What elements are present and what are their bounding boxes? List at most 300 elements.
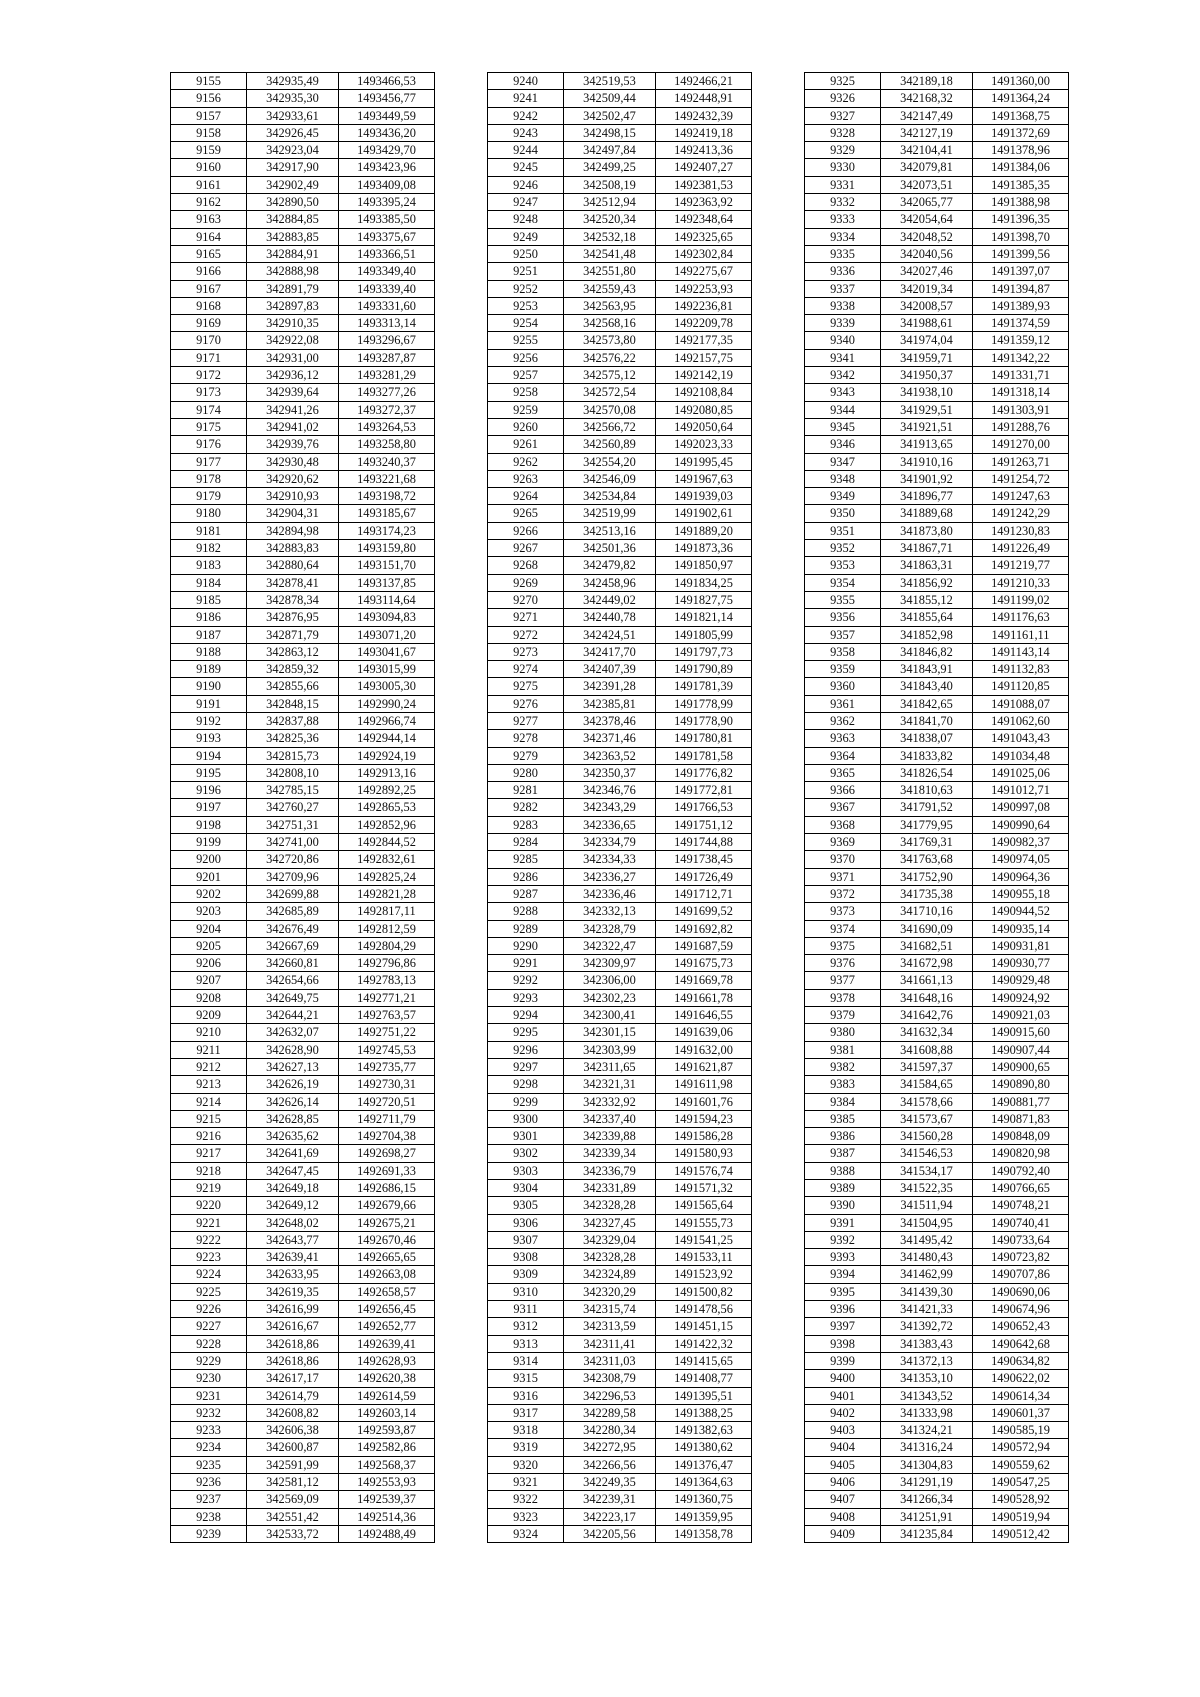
- y-coordinate-cell: 1492698,27: [339, 1145, 435, 1162]
- y-coordinate-cell: 1491360,75: [656, 1491, 752, 1508]
- table-row: [488, 764, 752, 781]
- point-number-cell: 9289: [488, 920, 564, 937]
- point-number-cell: 9284: [488, 834, 564, 851]
- point-number-cell: 9205: [171, 937, 247, 954]
- x-coordinate-cell: 341855,64: [881, 609, 973, 626]
- x-coordinate-cell: 342479,82: [564, 557, 656, 574]
- x-coordinate-cell: 341843,40: [881, 678, 973, 695]
- table-row: [488, 349, 752, 366]
- table-row: [805, 626, 1069, 643]
- point-number-cell: 9190: [171, 678, 247, 695]
- x-coordinate-cell: 342883,83: [247, 540, 339, 557]
- x-coordinate-cell: 342939,76: [247, 436, 339, 453]
- x-coordinate-cell: 342249,35: [564, 1474, 656, 1491]
- point-number-cell: 9298: [488, 1076, 564, 1093]
- point-number-cell: 9202: [171, 885, 247, 902]
- y-coordinate-cell: 1491541,25: [656, 1231, 752, 1248]
- point-number-cell: 9179: [171, 488, 247, 505]
- table-row: [488, 695, 752, 712]
- table-row: [805, 1058, 1069, 1075]
- x-coordinate-cell: 341841,70: [881, 712, 973, 729]
- x-coordinate-cell: 341863,31: [881, 557, 973, 574]
- table-row: [805, 1024, 1069, 1041]
- table-row: [488, 1491, 752, 1508]
- x-coordinate-cell: 342315,74: [564, 1301, 656, 1318]
- table-row: [488, 712, 752, 729]
- table-row: [171, 228, 435, 245]
- point-number-cell: 9354: [805, 574, 881, 591]
- x-coordinate-cell: 342223,17: [564, 1508, 656, 1525]
- point-number-cell: 9285: [488, 851, 564, 868]
- y-coordinate-cell: 1492763,57: [339, 1007, 435, 1024]
- table-row: [171, 695, 435, 712]
- point-number-cell: 9275: [488, 678, 564, 695]
- x-coordinate-cell: 342855,66: [247, 678, 339, 695]
- point-number-cell: 9197: [171, 799, 247, 816]
- x-coordinate-cell: 342808,10: [247, 764, 339, 781]
- table-row: [171, 1439, 435, 1456]
- x-coordinate-cell: 342551,42: [247, 1508, 339, 1525]
- table-row: [805, 816, 1069, 833]
- x-coordinate-cell: 341988,61: [881, 315, 973, 332]
- table-row: [488, 124, 752, 141]
- table-row: [488, 1370, 752, 1387]
- y-coordinate-cell: 1491523,92: [656, 1266, 752, 1283]
- x-coordinate-cell: 342343,29: [564, 799, 656, 816]
- point-number-cell: 9171: [171, 349, 247, 366]
- y-coordinate-cell: 1491834,25: [656, 574, 752, 591]
- y-coordinate-cell: 1490652,43: [973, 1318, 1069, 1335]
- x-coordinate-cell: 341251,91: [881, 1508, 973, 1525]
- y-coordinate-cell: 1490601,37: [973, 1404, 1069, 1421]
- table-row: [805, 297, 1069, 314]
- table-row: [805, 609, 1069, 626]
- table-row: [171, 176, 435, 193]
- table-row: [805, 937, 1069, 954]
- x-coordinate-cell: 342837,88: [247, 712, 339, 729]
- point-number-cell: 9379: [805, 1007, 881, 1024]
- x-coordinate-cell: 341504,95: [881, 1214, 973, 1231]
- point-number-cell: 9400: [805, 1370, 881, 1387]
- x-coordinate-cell: 342676,49: [247, 920, 339, 937]
- x-coordinate-cell: 342332,92: [564, 1093, 656, 1110]
- y-coordinate-cell: 1490964,36: [973, 868, 1069, 885]
- point-number-cell: 9306: [488, 1214, 564, 1231]
- y-coordinate-cell: 1492663,08: [339, 1266, 435, 1283]
- y-coordinate-cell: 1492157,75: [656, 349, 752, 366]
- table-row: [171, 349, 435, 366]
- y-coordinate-cell: 1493287,87: [339, 349, 435, 366]
- y-coordinate-cell: 1491043,43: [973, 730, 1069, 747]
- x-coordinate-cell: 341873,80: [881, 522, 973, 539]
- table-row: [488, 1076, 752, 1093]
- y-coordinate-cell: 1491382,63: [656, 1422, 752, 1439]
- y-coordinate-cell: 1492177,35: [656, 332, 752, 349]
- x-coordinate-cell: 342926,45: [247, 124, 339, 141]
- point-number-cell: 9351: [805, 522, 881, 539]
- table-row: [171, 1508, 435, 1525]
- y-coordinate-cell: 1490921,03: [973, 1007, 1069, 1024]
- y-coordinate-cell: 1492751,22: [339, 1024, 435, 1041]
- y-coordinate-cell: 1492652,77: [339, 1318, 435, 1335]
- table-row: [171, 1318, 435, 1335]
- point-number-cell: 9356: [805, 609, 881, 626]
- x-coordinate-cell: 342554,20: [564, 453, 656, 470]
- x-coordinate-cell: 342863,12: [247, 643, 339, 660]
- point-number-cell: 9274: [488, 661, 564, 678]
- x-coordinate-cell: 342628,85: [247, 1110, 339, 1127]
- point-number-cell: 9304: [488, 1180, 564, 1197]
- point-number-cell: 9312: [488, 1318, 564, 1335]
- x-coordinate-cell: 342569,09: [247, 1491, 339, 1508]
- x-coordinate-cell: 342440,78: [564, 609, 656, 626]
- y-coordinate-cell: 1491939,03: [656, 488, 752, 505]
- table-row: [805, 245, 1069, 262]
- point-number-cell: 9398: [805, 1335, 881, 1352]
- point-number-cell: 9178: [171, 470, 247, 487]
- point-number-cell: 9377: [805, 972, 881, 989]
- table-row: [488, 1145, 752, 1162]
- table-row: [488, 142, 752, 159]
- y-coordinate-cell: 1491687,59: [656, 937, 752, 954]
- x-coordinate-cell: 342923,04: [247, 142, 339, 159]
- point-number-cell: 9224: [171, 1266, 247, 1283]
- coordinates-table-3: [804, 72, 1069, 1543]
- x-coordinate-cell: 342546,09: [564, 470, 656, 487]
- table-row: [171, 851, 435, 868]
- table-row: [488, 1387, 752, 1404]
- y-coordinate-cell: 1492656,45: [339, 1301, 435, 1318]
- x-coordinate-cell: 342309,97: [564, 955, 656, 972]
- table-row: [805, 955, 1069, 972]
- point-number-cell: 9387: [805, 1145, 881, 1162]
- y-coordinate-cell: 1491565,64: [656, 1197, 752, 1214]
- y-coordinate-cell: 1491230,83: [973, 522, 1069, 539]
- table-row: [171, 73, 435, 90]
- y-coordinate-cell: 1493185,67: [339, 505, 435, 522]
- table-row: [488, 1162, 752, 1179]
- x-coordinate-cell: 342720,86: [247, 851, 339, 868]
- y-coordinate-cell: 1491034,48: [973, 747, 1069, 764]
- y-coordinate-cell: 1490871,83: [973, 1110, 1069, 1127]
- x-coordinate-cell: 342904,31: [247, 505, 339, 522]
- y-coordinate-cell: 1491132,83: [973, 661, 1069, 678]
- point-number-cell: 9254: [488, 315, 564, 332]
- point-number-cell: 9399: [805, 1352, 881, 1369]
- x-coordinate-cell: 341648,16: [881, 989, 973, 1006]
- point-number-cell: 9297: [488, 1058, 564, 1075]
- x-coordinate-cell: 342054,64: [881, 211, 973, 228]
- table-row: [488, 159, 752, 176]
- x-coordinate-cell: 342660,81: [247, 955, 339, 972]
- y-coordinate-cell: 1492302,84: [656, 245, 752, 262]
- y-coordinate-cell: 1491303,91: [973, 401, 1069, 418]
- x-coordinate-cell: 342570,08: [564, 401, 656, 418]
- point-number-cell: 9238: [171, 1508, 247, 1525]
- table-row: [488, 643, 752, 660]
- x-coordinate-cell: 342363,52: [564, 747, 656, 764]
- point-number-cell: 9358: [805, 643, 881, 660]
- point-number-cell: 9371: [805, 868, 881, 885]
- point-number-cell: 9247: [488, 194, 564, 211]
- x-coordinate-cell: 342336,27: [564, 868, 656, 885]
- table-row: [488, 1508, 752, 1525]
- table-row: [488, 955, 752, 972]
- table-row: [805, 557, 1069, 574]
- point-number-cell: 9269: [488, 574, 564, 591]
- table-row: [805, 730, 1069, 747]
- table-row: [488, 1474, 752, 1491]
- y-coordinate-cell: 1493313,14: [339, 315, 435, 332]
- point-number-cell: 9328: [805, 124, 881, 141]
- x-coordinate-cell: 342407,39: [564, 661, 656, 678]
- point-number-cell: 9182: [171, 540, 247, 557]
- table-row: [805, 1439, 1069, 1456]
- point-number-cell: 9341: [805, 349, 881, 366]
- point-number-cell: 9213: [171, 1076, 247, 1093]
- table-row: [171, 1058, 435, 1075]
- y-coordinate-cell: 1493137,85: [339, 574, 435, 591]
- table-row: [171, 937, 435, 954]
- table-row: [488, 1058, 752, 1075]
- x-coordinate-cell: 342541,48: [564, 245, 656, 262]
- table-row: [805, 1041, 1069, 1058]
- point-number-cell: 9342: [805, 367, 881, 384]
- point-number-cell: 9388: [805, 1162, 881, 1179]
- y-coordinate-cell: 1492892,25: [339, 782, 435, 799]
- x-coordinate-cell: 342332,13: [564, 903, 656, 920]
- point-number-cell: 9207: [171, 972, 247, 989]
- x-coordinate-cell: 342939,64: [247, 384, 339, 401]
- table-row: [805, 1093, 1069, 1110]
- y-coordinate-cell: 1493366,51: [339, 245, 435, 262]
- point-number-cell: 9401: [805, 1387, 881, 1404]
- y-coordinate-cell: 1491359,12: [973, 332, 1069, 349]
- point-number-cell: 9288: [488, 903, 564, 920]
- table-row: [171, 1110, 435, 1127]
- y-coordinate-cell: 1491120,85: [973, 678, 1069, 695]
- x-coordinate-cell: 342334,79: [564, 834, 656, 851]
- table-row: [171, 678, 435, 695]
- x-coordinate-cell: 342883,85: [247, 228, 339, 245]
- point-number-cell: 9382: [805, 1058, 881, 1075]
- point-number-cell: 9301: [488, 1128, 564, 1145]
- y-coordinate-cell: 1491632,00: [656, 1041, 752, 1058]
- table-row: [805, 591, 1069, 608]
- point-number-cell: 9290: [488, 937, 564, 954]
- point-number-cell: 9158: [171, 124, 247, 141]
- x-coordinate-cell: 342922,08: [247, 332, 339, 349]
- x-coordinate-cell: 342891,79: [247, 280, 339, 297]
- table-row: [805, 574, 1069, 591]
- point-number-cell: 9311: [488, 1301, 564, 1318]
- y-coordinate-cell: 1490900,65: [973, 1058, 1069, 1075]
- table-row: [488, 263, 752, 280]
- point-number-cell: 9193: [171, 730, 247, 747]
- table-row: [488, 436, 752, 453]
- y-coordinate-cell: 1490733,64: [973, 1231, 1069, 1248]
- table-row: [805, 436, 1069, 453]
- x-coordinate-cell: 342512,94: [564, 194, 656, 211]
- x-coordinate-cell: 342644,21: [247, 1007, 339, 1024]
- table-row: [488, 937, 752, 954]
- y-coordinate-cell: 1491374,59: [973, 315, 1069, 332]
- point-number-cell: 9233: [171, 1422, 247, 1439]
- y-coordinate-cell: 1491902,61: [656, 505, 752, 522]
- y-coordinate-cell: 1492817,11: [339, 903, 435, 920]
- table-row: [171, 1456, 435, 1473]
- table-row: [488, 920, 752, 937]
- point-number-cell: 9391: [805, 1214, 881, 1231]
- x-coordinate-cell: 342560,89: [564, 436, 656, 453]
- table-row: [488, 228, 752, 245]
- x-coordinate-cell: 341608,88: [881, 1041, 973, 1058]
- y-coordinate-cell: 1491639,06: [656, 1024, 752, 1041]
- table-row: [805, 1214, 1069, 1231]
- y-coordinate-cell: 1492821,28: [339, 885, 435, 902]
- x-coordinate-cell: 342040,56: [881, 245, 973, 262]
- point-number-cell: 9272: [488, 626, 564, 643]
- x-coordinate-cell: 341383,43: [881, 1335, 973, 1352]
- table-row: [488, 73, 752, 90]
- x-coordinate-cell: 342532,18: [564, 228, 656, 245]
- point-number-cell: 9327: [805, 107, 881, 124]
- table-row: [488, 1024, 752, 1041]
- table-row: [171, 124, 435, 141]
- point-number-cell: 9384: [805, 1093, 881, 1110]
- y-coordinate-cell: 1491646,55: [656, 1007, 752, 1024]
- table-row: [805, 176, 1069, 193]
- x-coordinate-cell: 341779,95: [881, 816, 973, 833]
- y-coordinate-cell: 1491372,69: [973, 124, 1069, 141]
- table-row: [488, 816, 752, 833]
- table-row: [805, 643, 1069, 660]
- point-number-cell: 9405: [805, 1456, 881, 1473]
- table-row: [171, 1231, 435, 1248]
- y-coordinate-cell: 1491776,82: [656, 764, 752, 781]
- table-row: [171, 955, 435, 972]
- x-coordinate-cell: 341235,84: [881, 1525, 973, 1542]
- y-coordinate-cell: 1492080,85: [656, 401, 752, 418]
- table-row: [171, 142, 435, 159]
- table-row: [171, 1335, 435, 1352]
- x-coordinate-cell: 341856,92: [881, 574, 973, 591]
- x-coordinate-cell: 342572,54: [564, 384, 656, 401]
- x-coordinate-cell: 342563,95: [564, 297, 656, 314]
- x-coordinate-cell: 342890,50: [247, 194, 339, 211]
- y-coordinate-cell: 1492924,19: [339, 747, 435, 764]
- point-number-cell: 9322: [488, 1491, 564, 1508]
- x-coordinate-cell: 341439,30: [881, 1283, 973, 1300]
- table-row: [171, 1301, 435, 1318]
- point-number-cell: 9344: [805, 401, 881, 418]
- table-row: [488, 747, 752, 764]
- y-coordinate-cell: 1492419,18: [656, 124, 752, 141]
- x-coordinate-cell: 342876,95: [247, 609, 339, 626]
- y-coordinate-cell: 1491995,45: [656, 453, 752, 470]
- table-row: [488, 194, 752, 211]
- y-coordinate-cell: 1491176,63: [973, 609, 1069, 626]
- y-coordinate-cell: 1490890,80: [973, 1076, 1069, 1093]
- y-coordinate-cell: 1491270,00: [973, 436, 1069, 453]
- point-number-cell: 9332: [805, 194, 881, 211]
- x-coordinate-cell: 342785,15: [247, 782, 339, 799]
- point-number-cell: 9324: [488, 1525, 564, 1542]
- y-coordinate-cell: 1491778,90: [656, 712, 752, 729]
- y-coordinate-cell: 1492142,19: [656, 367, 752, 384]
- y-coordinate-cell: 1492944,14: [339, 730, 435, 747]
- table-row: [488, 885, 752, 902]
- x-coordinate-cell: 341672,98: [881, 955, 973, 972]
- point-number-cell: 9402: [805, 1404, 881, 1421]
- table-row: [488, 245, 752, 262]
- y-coordinate-cell: 1491364,24: [973, 90, 1069, 107]
- point-number-cell: 9218: [171, 1162, 247, 1179]
- point-number-cell: 9338: [805, 297, 881, 314]
- point-number-cell: 9156: [171, 90, 247, 107]
- table-row: [488, 1041, 752, 1058]
- table-row: [171, 1525, 435, 1542]
- point-number-cell: 9216: [171, 1128, 247, 1145]
- y-coordinate-cell: 1490642,68: [973, 1335, 1069, 1352]
- table-row: [171, 816, 435, 833]
- y-coordinate-cell: 1492236,81: [656, 297, 752, 314]
- x-coordinate-cell: 342815,73: [247, 747, 339, 764]
- x-coordinate-cell: 342378,46: [564, 712, 656, 729]
- y-coordinate-cell: 1491669,78: [656, 972, 752, 989]
- y-coordinate-cell: 1491242,29: [973, 505, 1069, 522]
- point-number-cell: 9262: [488, 453, 564, 470]
- point-number-cell: 9173: [171, 384, 247, 401]
- point-number-cell: 9273: [488, 643, 564, 660]
- y-coordinate-cell: 1490974,05: [973, 851, 1069, 868]
- point-number-cell: 9286: [488, 868, 564, 885]
- y-coordinate-cell: 1493339,40: [339, 280, 435, 297]
- table-row: [171, 1370, 435, 1387]
- table-row: [488, 211, 752, 228]
- table-row: [805, 1352, 1069, 1369]
- y-coordinate-cell: 1490848,09: [973, 1128, 1069, 1145]
- point-number-cell: 9369: [805, 834, 881, 851]
- x-coordinate-cell: 341913,65: [881, 436, 973, 453]
- point-number-cell: 9248: [488, 211, 564, 228]
- x-coordinate-cell: 341316,24: [881, 1439, 973, 1456]
- table-row: [171, 1041, 435, 1058]
- x-coordinate-cell: 342880,64: [247, 557, 339, 574]
- table-row: [171, 453, 435, 470]
- y-coordinate-cell: 1491675,73: [656, 955, 752, 972]
- table-row: [488, 505, 752, 522]
- table-row: [171, 782, 435, 799]
- x-coordinate-cell: 341896,77: [881, 488, 973, 505]
- y-coordinate-cell: 1491088,07: [973, 695, 1069, 712]
- point-number-cell: 9291: [488, 955, 564, 972]
- y-coordinate-cell: 1491766,53: [656, 799, 752, 816]
- y-coordinate-cell: 1492363,92: [656, 194, 752, 211]
- y-coordinate-cell: 1492686,15: [339, 1180, 435, 1197]
- y-coordinate-cell: 1491555,73: [656, 1214, 752, 1231]
- table-row: [488, 868, 752, 885]
- x-coordinate-cell: 342581,12: [247, 1474, 339, 1491]
- point-number-cell: 9243: [488, 124, 564, 141]
- table-row: [805, 989, 1069, 1006]
- x-coordinate-cell: 342385,81: [564, 695, 656, 712]
- y-coordinate-cell: 1493409,08: [339, 176, 435, 193]
- x-coordinate-cell: 342930,48: [247, 453, 339, 470]
- x-coordinate-cell: 342346,76: [564, 782, 656, 799]
- y-coordinate-cell: 1492771,21: [339, 989, 435, 1006]
- point-number-cell: 9390: [805, 1197, 881, 1214]
